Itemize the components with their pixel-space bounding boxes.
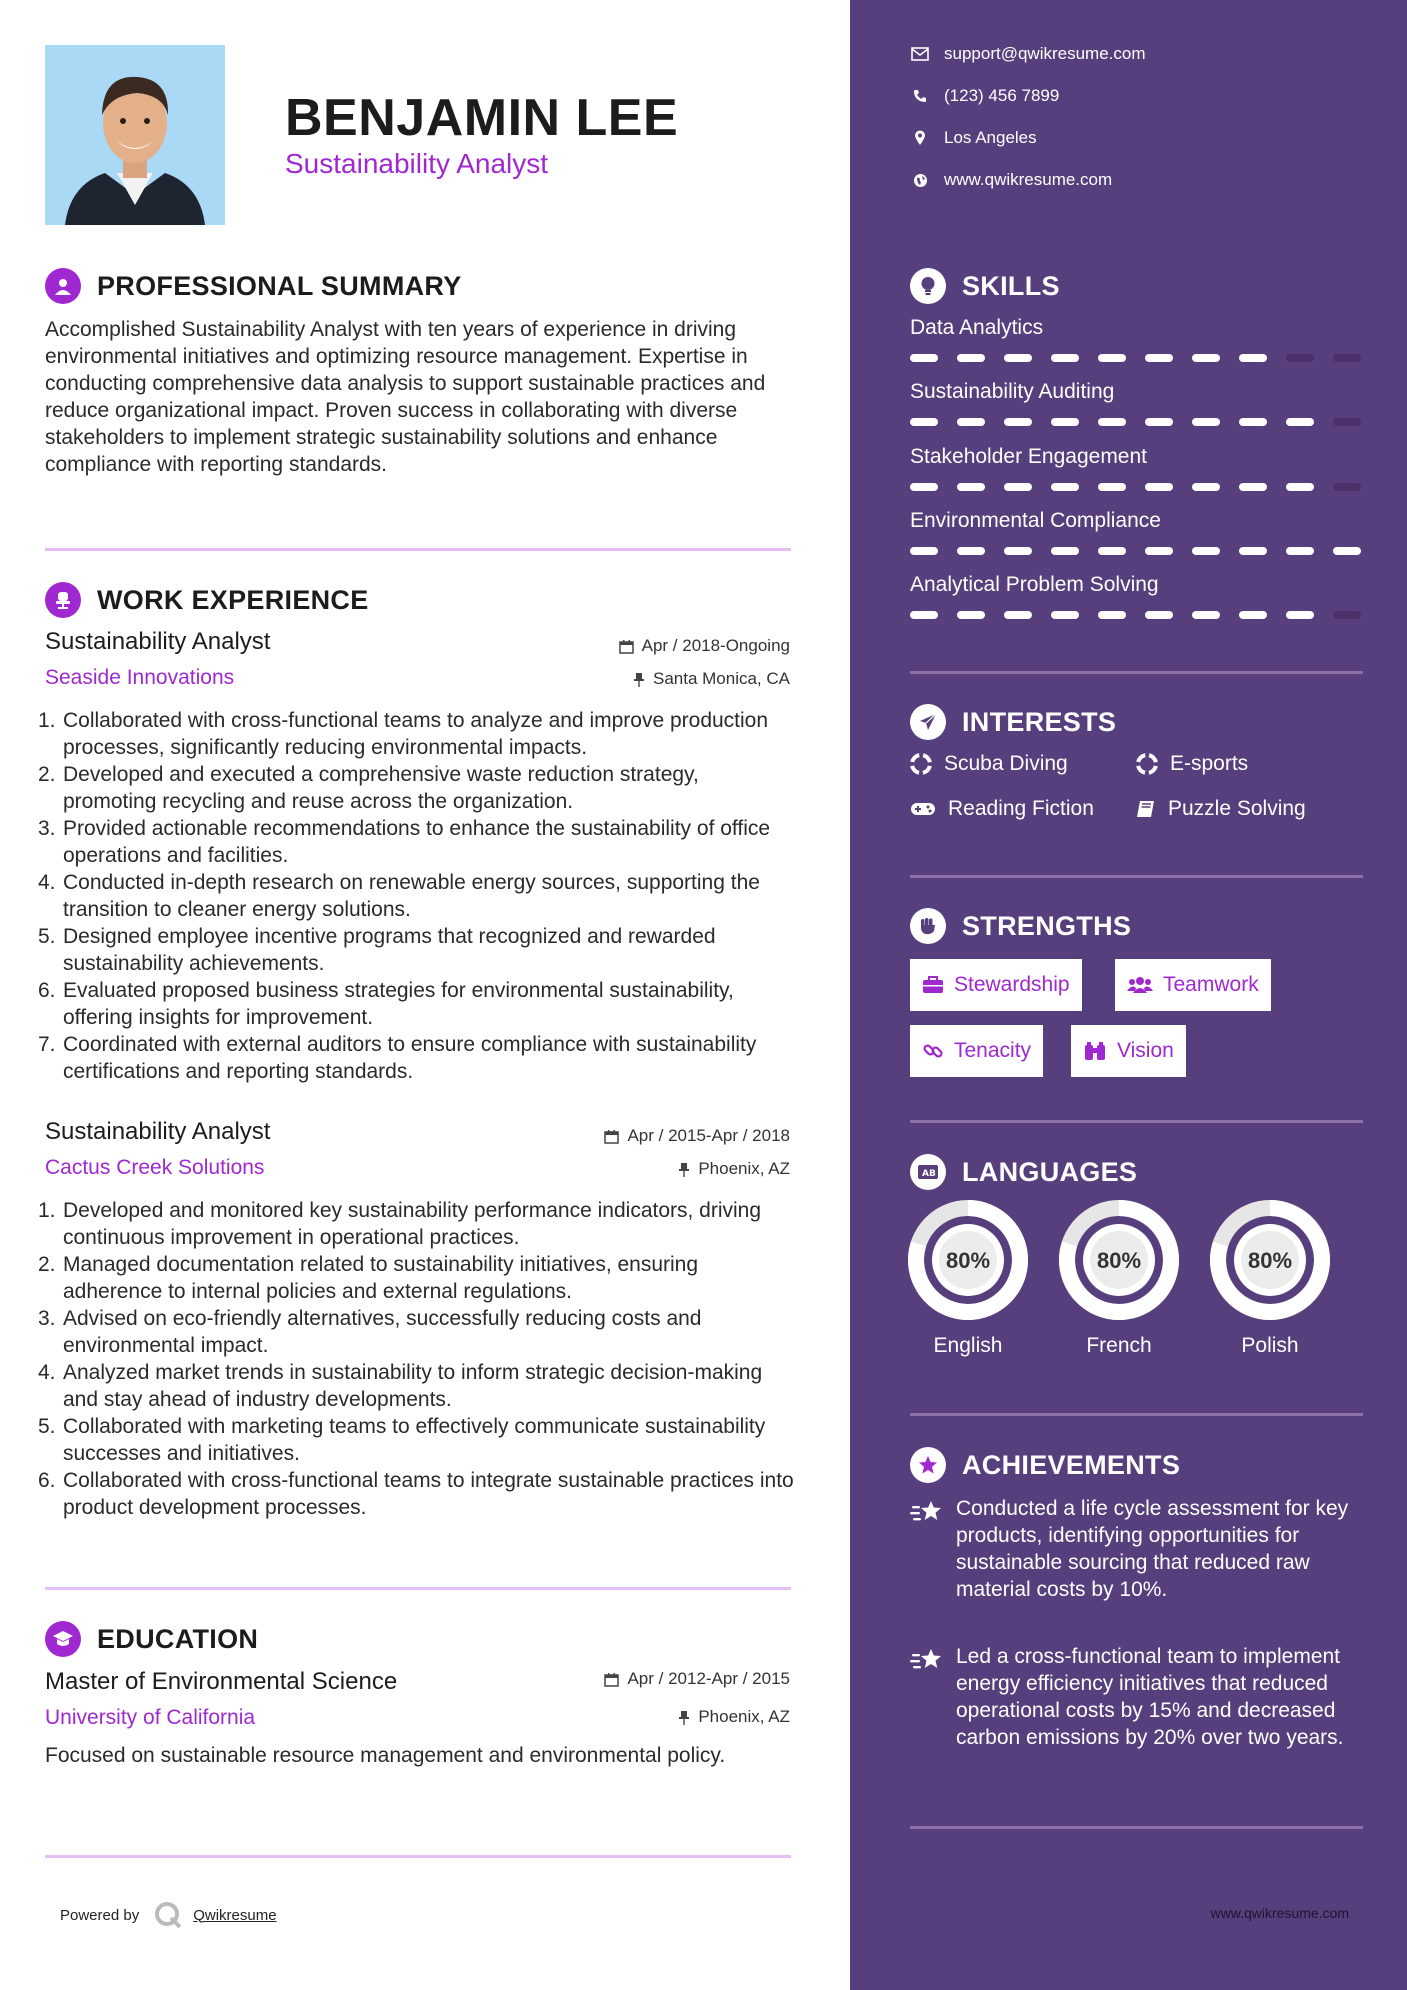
life-ring-icon bbox=[910, 753, 932, 775]
languages-heading bbox=[910, 1154, 1137, 1190]
globe-icon bbox=[910, 173, 930, 188]
skill-segment bbox=[1098, 418, 1126, 426]
skill-rating bbox=[910, 354, 1361, 362]
skill-segment bbox=[1239, 611, 1267, 619]
skill-segment bbox=[1004, 611, 1032, 619]
skill-segment bbox=[1239, 418, 1267, 426]
section-title: PROFESSIONAL SUMMARY bbox=[97, 270, 462, 301]
skill-segment bbox=[957, 611, 985, 619]
skill-segment bbox=[1192, 354, 1220, 362]
skill-segment bbox=[1333, 547, 1361, 555]
list-item: 4. Analyzed market trends in sustainability to inform strategic decision-making and stay ahead of industry developments. bbox=[38, 1361, 763, 1411]
link-icon bbox=[922, 1040, 944, 1062]
star-badge-icon bbox=[910, 1447, 946, 1483]
job-company: Cactus Creek Solutions bbox=[45, 1156, 265, 1179]
pin-icon bbox=[678, 1162, 690, 1177]
envelope-icon bbox=[910, 47, 930, 61]
education-location: Phoenix, AZ bbox=[678, 1707, 790, 1727]
qwikresume-logo-icon bbox=[153, 1900, 183, 1930]
skill-segment bbox=[1051, 418, 1079, 426]
briefcase-icon bbox=[922, 976, 944, 994]
interest-item: E-sports bbox=[1136, 752, 1248, 776]
book-icon bbox=[1136, 799, 1156, 819]
section-title: INTERESTS bbox=[962, 706, 1117, 737]
sidebar bbox=[850, 0, 1407, 1990]
skill-segment bbox=[910, 354, 938, 362]
experience-heading bbox=[45, 582, 369, 618]
candidate-role: Sustainability Analyst bbox=[285, 148, 549, 179]
skill-segment bbox=[910, 483, 938, 491]
achievements-heading bbox=[910, 1447, 1180, 1483]
list-item: 5. Collaborated with marketing teams to effectively communicate sustainability successes and initiatives. bbox=[38, 1415, 766, 1465]
section-divider bbox=[910, 875, 1363, 878]
skill-segment bbox=[1098, 483, 1126, 491]
briefcase-chair-icon bbox=[45, 582, 81, 618]
svg-text:B: B bbox=[929, 1169, 936, 1179]
phone-icon bbox=[910, 89, 930, 103]
achievement-item: Conducted a life cycle assessment for key products, identifying opportunities for sustainable sourcing that reduced raw material costs by 10%. bbox=[910, 1495, 1360, 1603]
paper-plane-icon bbox=[910, 704, 946, 740]
svg-text:A: A bbox=[922, 1169, 929, 1179]
language-name: English bbox=[933, 1334, 1003, 1357]
skill-segment bbox=[1145, 611, 1173, 619]
summary-text: Accomplished Sustainability Analyst with ten years of experience in driving environmental initiatives and optimizing resource management. Expertise in conducting comprehensive data analysis to support sustainable practices and reduce organizational impact. Proven success in collaborating with diverse stakeholders to implement strategic sustainability solutions and enhance compliance with reporting standards. bbox=[45, 318, 766, 476]
section-title: SKILLS bbox=[962, 270, 1060, 301]
language-item bbox=[906, 1198, 1030, 1358]
language-progress-ring bbox=[1057, 1198, 1181, 1322]
skill-segment bbox=[1145, 418, 1173, 426]
candidate-name: BENJAMIN LEE bbox=[285, 89, 679, 147]
section-divider bbox=[45, 1855, 791, 1858]
skill-segment bbox=[910, 418, 938, 426]
skill-segment bbox=[1145, 547, 1173, 555]
strength-badge: Stewardship bbox=[910, 959, 1082, 1011]
skill-segment bbox=[1286, 418, 1314, 426]
section-title: WORK EXPERIENCE bbox=[97, 584, 369, 615]
pin-icon bbox=[633, 672, 645, 687]
list-item: 2. Developed and executed a comprehensive waste reduction strategy, promoting recycling and reuse across the organization. bbox=[38, 763, 699, 813]
skill-label: Stakeholder Engagement bbox=[910, 445, 1147, 468]
life-ring-icon bbox=[1136, 753, 1158, 775]
language-name: Polish bbox=[1241, 1334, 1299, 1357]
interest-item: Scuba Diving bbox=[910, 752, 1068, 776]
gamepad-icon bbox=[910, 801, 936, 817]
job-location: Phoenix, AZ bbox=[678, 1159, 790, 1179]
skill-label: Environmental Compliance bbox=[910, 509, 1161, 532]
section-divider bbox=[910, 1120, 1363, 1123]
skill-segment bbox=[1004, 418, 1032, 426]
calendar-icon bbox=[604, 1129, 619, 1144]
skill-segment bbox=[1051, 611, 1079, 619]
section-title: ACHIEVEMENTS bbox=[962, 1449, 1181, 1480]
skill-segment bbox=[1098, 354, 1126, 362]
education-heading bbox=[45, 1621, 258, 1657]
interest-item: Puzzle Solving bbox=[1136, 797, 1306, 821]
shooting-star-icon bbox=[910, 1495, 956, 1603]
map-pin-icon bbox=[910, 130, 930, 146]
language-percent: 80% bbox=[945, 1248, 991, 1273]
contact-website: www.qwikresume.com bbox=[910, 170, 1112, 190]
list-item: 6. Collaborated with cross-functional teams to integrate sustainable practices into product development processes. bbox=[38, 1469, 794, 1519]
skills-heading bbox=[910, 268, 1060, 304]
language-progress-ring bbox=[906, 1198, 1030, 1322]
section-title: LANGUAGES bbox=[962, 1156, 1138, 1187]
skill-segment bbox=[957, 418, 985, 426]
skill-segment bbox=[1192, 483, 1220, 491]
skill-rating bbox=[910, 418, 1361, 426]
skill-segment bbox=[1004, 354, 1032, 362]
skill-rating bbox=[910, 611, 1361, 619]
language-progress-ring bbox=[1208, 1198, 1332, 1322]
achievement-item: Led a cross-functional team to implement energy efficiency initiatives that reduced operational costs by 15% and decreased carbon emissions by 20% over two years. bbox=[910, 1643, 1360, 1751]
language-percent: 80% bbox=[1247, 1248, 1293, 1273]
skill-segment bbox=[910, 611, 938, 619]
skill-segment bbox=[1145, 483, 1173, 491]
skill-segment bbox=[910, 547, 938, 555]
strength-badge: Tenacity bbox=[910, 1025, 1043, 1077]
language-item bbox=[1208, 1198, 1332, 1358]
shooting-star-icon bbox=[910, 1643, 956, 1751]
skill-segment bbox=[957, 547, 985, 555]
skill-label: Data Analytics bbox=[910, 316, 1044, 339]
users-icon bbox=[1127, 976, 1153, 994]
job-title: Sustainability Analyst bbox=[45, 1118, 271, 1145]
list-item: 2. Managed documentation related to sustainability initiatives, ensuring adherence to internal policies and external regulations. bbox=[38, 1253, 699, 1303]
skill-segment bbox=[1239, 547, 1267, 555]
pin-icon bbox=[678, 1710, 690, 1725]
skill-segment bbox=[1051, 354, 1079, 362]
job-dates: Apr / 2015-Apr / 2018 bbox=[604, 1126, 790, 1146]
list-item: 1. Collaborated with cross-functional teams to analyze and improve production processes, significantly reducing environmental impacts. bbox=[38, 709, 769, 759]
skill-segment bbox=[1333, 354, 1361, 362]
skill-segment bbox=[1098, 547, 1126, 555]
skill-segment bbox=[1004, 483, 1032, 491]
skill-segment bbox=[957, 483, 985, 491]
skill-segment bbox=[1286, 611, 1314, 619]
strengths-heading bbox=[910, 908, 1131, 944]
summary-heading bbox=[45, 268, 462, 304]
section-title: EDUCATION bbox=[97, 1623, 259, 1654]
job-company: Seaside Innovations bbox=[45, 666, 235, 689]
user-icon bbox=[45, 268, 81, 304]
list-item: 5. Designed employee incentive programs that recognized and rewarded sustainability achievements. bbox=[38, 925, 716, 975]
list-item: 1. Developed and monitored key sustainability performance indicators, driving continuous improvement in operational practices. bbox=[38, 1199, 762, 1249]
strength-badge: Teamwork bbox=[1115, 959, 1271, 1011]
education-description: Focused on sustainable resource management and environmental policy. bbox=[45, 1744, 726, 1767]
list-item: 4. Conducted in-depth research on renewable energy sources, supporting the transition to cleaner energy solutions. bbox=[38, 871, 760, 921]
list-item: 3. Advised on eco-friendly alternatives, successfully reducing costs and environmental impact. bbox=[38, 1307, 702, 1357]
skill-segment bbox=[1192, 611, 1220, 619]
calendar-icon bbox=[619, 639, 634, 654]
powered-by: Powered by Qwikresume bbox=[60, 1900, 277, 1930]
skill-segment bbox=[957, 354, 985, 362]
lightbulb-icon bbox=[910, 268, 946, 304]
skill-segment bbox=[1145, 354, 1173, 362]
interest-item: Reading Fiction bbox=[910, 797, 1094, 821]
list-item: 7. Coordinated with external auditors to ensure compliance with sustainability certifications and reporting standards. bbox=[38, 1033, 757, 1083]
skill-segment bbox=[1333, 483, 1361, 491]
skill-label: Sustainability Auditing bbox=[910, 380, 1115, 403]
section-divider bbox=[910, 671, 1363, 674]
skill-segment bbox=[1333, 418, 1361, 426]
skill-rating bbox=[910, 547, 1361, 555]
job-title: Sustainability Analyst bbox=[45, 628, 271, 655]
skill-segment bbox=[1004, 547, 1032, 555]
contact-email: support@qwikresume.com bbox=[910, 44, 1146, 64]
fist-icon bbox=[910, 908, 946, 944]
section-title: STRENGTHS bbox=[962, 910, 1132, 941]
language-name: French bbox=[1086, 1334, 1152, 1357]
skill-segment bbox=[1239, 354, 1267, 362]
skill-segment bbox=[1333, 611, 1361, 619]
skill-segment bbox=[1192, 418, 1220, 426]
skill-segment bbox=[1239, 483, 1267, 491]
binoculars-icon bbox=[1083, 1041, 1107, 1061]
degree: Master of Environmental Science bbox=[45, 1668, 398, 1695]
graduation-cap-icon bbox=[45, 1621, 81, 1657]
section-divider bbox=[910, 1826, 1363, 1829]
footer-website[interactable]: www.qwikresume.com bbox=[1210, 1905, 1349, 1921]
skill-segment bbox=[1286, 483, 1314, 491]
education-dates: Apr / 2012-Apr / 2015 bbox=[604, 1669, 790, 1689]
list-item: 6. Evaluated proposed business strategies for environmental sustainability, offering insights for improvement. bbox=[38, 979, 734, 1029]
school: University of California bbox=[45, 1706, 256, 1729]
contact-phone: (123) 456 7899 bbox=[910, 86, 1059, 106]
skill-segment bbox=[1286, 354, 1314, 362]
contact-location: Los Angeles bbox=[910, 128, 1037, 148]
language-icon bbox=[910, 1154, 946, 1190]
job-dates: Apr / 2018-Ongoing bbox=[619, 636, 790, 656]
skill-segment bbox=[1286, 547, 1314, 555]
section-divider bbox=[910, 1413, 1363, 1416]
profile-photo bbox=[45, 45, 225, 225]
skill-segment bbox=[1192, 547, 1220, 555]
calendar-icon bbox=[604, 1672, 619, 1687]
section-divider bbox=[45, 548, 791, 551]
skill-label: Analytical Problem Solving bbox=[910, 573, 1159, 596]
skill-rating bbox=[910, 483, 1361, 491]
job-bullets bbox=[38, 707, 798, 1085]
section-divider bbox=[45, 1587, 791, 1590]
skill-segment bbox=[1051, 483, 1079, 491]
job-location: Santa Monica, CA bbox=[633, 669, 790, 689]
language-percent: 80% bbox=[1096, 1248, 1142, 1273]
skill-segment bbox=[1098, 611, 1126, 619]
interests-heading bbox=[910, 704, 1116, 740]
strength-badge: Vision bbox=[1071, 1025, 1186, 1077]
list-item: 3. Provided actionable recommendations to enhance the sustainability of office operations and facilities. bbox=[38, 817, 771, 867]
job-bullets bbox=[38, 1197, 798, 1521]
qwikresume-link[interactable]: Qwikresume bbox=[193, 1906, 277, 1924]
language-item bbox=[1057, 1198, 1181, 1358]
skill-segment bbox=[1051, 547, 1079, 555]
